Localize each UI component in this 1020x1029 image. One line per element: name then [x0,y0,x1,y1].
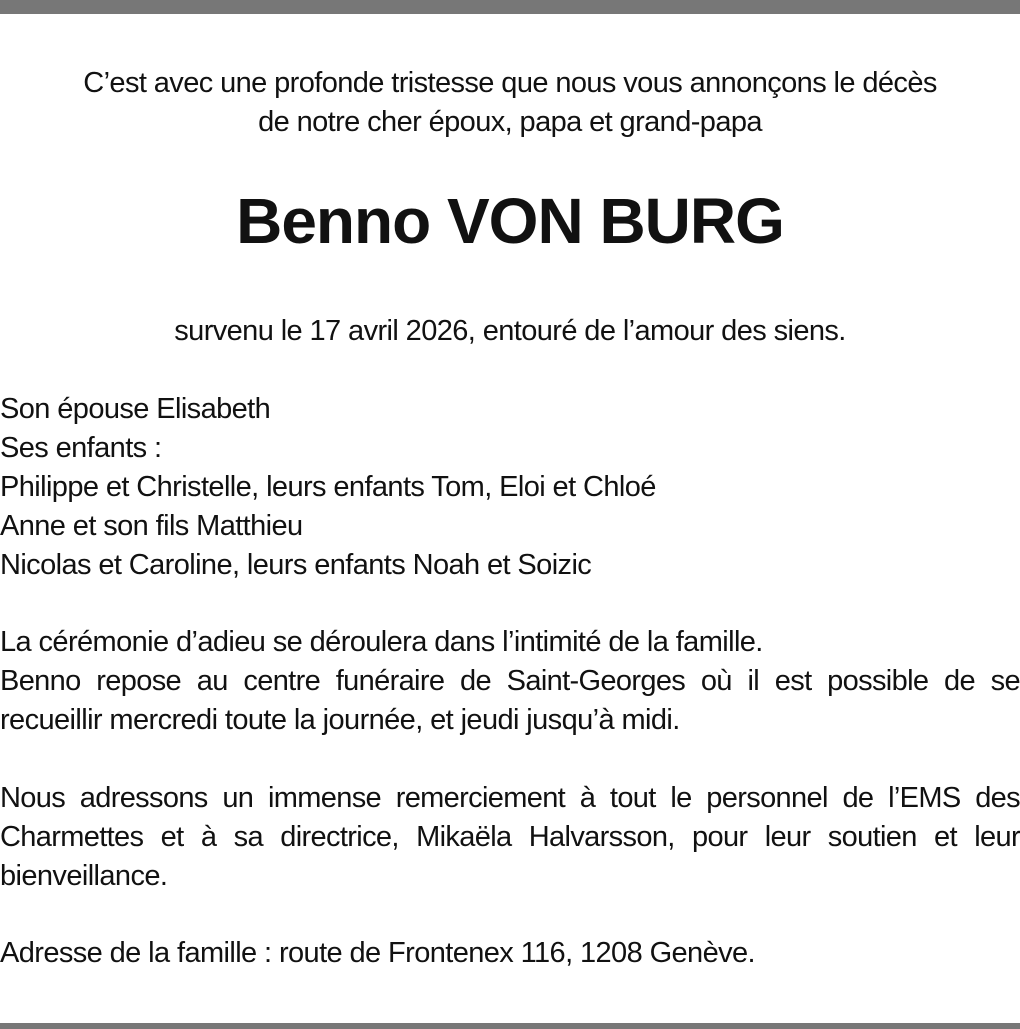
thanks-line: Nous adressons un immense remerciement à tout le personnel de l’EMS des [0,782,1020,814]
bottom-border-rule [0,1023,1020,1029]
intro-line: de notre cher époux, papa et grand-papa [258,106,762,138]
family-line: Anne et son fils Matthieu [0,510,303,542]
thanks-line: Charmettes et à sa directrice, Mikaëla Halvarsson, pour leur soutien et leur [0,821,1020,853]
family-line: Son épouse Elisabeth [0,393,271,425]
ceremony-line: recueillir mercredi toute la journée, et jeudi jusqu’à midi. [0,704,680,736]
ceremony-line: Benno repose au centre funéraire de Saint-Georges où il est possible de se [0,665,1020,697]
intro-line: C’est avec une profonde tristesse que nous vous annonçons le décès [83,67,937,99]
top-border-rule [0,0,1020,14]
family-line: Nicolas et Caroline, leurs enfants Noah et Soizic [0,549,592,581]
family-line: Philippe et Christelle, leurs enfants Tom, Eloi et Chloé [0,471,656,503]
deceased-name: Benno VON BURG [236,185,784,257]
ceremony-paragraph [0,623,1020,740]
family-line: Ses enfants : [0,432,162,464]
thanks-line: bienveillance. [0,860,168,892]
thanks-paragraph [0,779,1020,896]
address-line: Adresse de la famille : route de Frontenex 116, 1208 Genève. [0,937,756,969]
family-list [0,390,1020,585]
death-date-line: survenu le 17 avril 2026, entouré de l’amour des siens. [174,315,846,347]
ceremony-line: La cérémonie d’adieu se déroulera dans l’intimité de la famille. [0,626,763,658]
announcement-intro [0,64,1020,142]
family-address [0,934,1020,973]
